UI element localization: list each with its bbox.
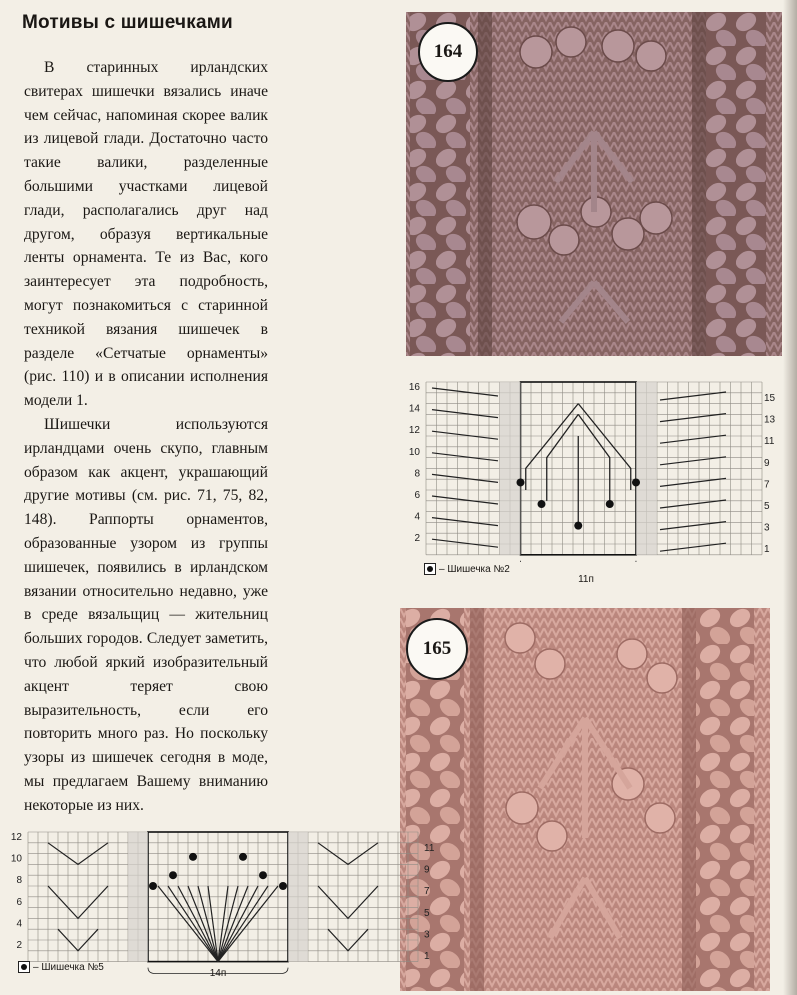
chart-165-left-axis-tick: 2 xyxy=(16,940,22,951)
chart-164-right-axis-tick: 11 xyxy=(764,436,775,448)
chart-164-left-axis-tick: 2 xyxy=(414,533,420,545)
chart-165-right-axis-tick: 1 xyxy=(424,951,430,962)
chart-164-cable-right xyxy=(660,392,726,551)
bobble-mark xyxy=(517,478,525,486)
chart-164-left-axis-tick: 4 xyxy=(414,511,420,523)
page-gutter-shadow xyxy=(783,0,797,995)
bobble-mark xyxy=(169,871,177,879)
chart-164-purl-column xyxy=(636,382,657,555)
bobble-mark xyxy=(259,871,267,879)
bobble-mark xyxy=(574,522,582,530)
chart-164-left-axis-tick: 16 xyxy=(408,382,420,393)
page-title: Мотивы с шишечками xyxy=(22,12,233,33)
chart-164-left-axis-tick: 6 xyxy=(414,490,420,501)
chart-164-repeat-brace xyxy=(521,561,637,562)
chart-164-grid xyxy=(426,382,762,555)
chart-164-left-axis-tick: 12 xyxy=(408,425,420,437)
chart-164 xyxy=(402,376,782,562)
chart-164-right-axis-tick: 7 xyxy=(764,479,770,491)
chart-165-left-axis-tick: 4 xyxy=(16,918,22,930)
legend-164 xyxy=(424,563,510,575)
repeat-label-165: 14п xyxy=(209,968,227,979)
chart-164-left-axis-tick: 10 xyxy=(408,446,420,458)
bobble-mark xyxy=(149,882,157,890)
bobble-mark xyxy=(538,500,546,508)
paragraph-1: В старинных ирландских свитерах шишечки вязались иначе чем сейчас, напоминая скорее валик из лицевой глади. Достаточно часто такие валики, разделенные большими участками лицевой глади, располагались друг над другом, образуя вертикальные ленты орнамента. Те из Вас, кого заинтересует эта подробность, могут познакомиться с старинной техникой вязания шишечек в разделе «Сетчатые орнаменты» (рис. 110) и в описании исполнения модели 1. xyxy=(24,59,268,410)
chart-165-right-axis-tick: 3 xyxy=(424,929,430,941)
bobble-mark xyxy=(606,500,614,508)
figure-number-165: 165 xyxy=(406,618,468,680)
chart-164-right-axis-tick: 9 xyxy=(764,457,770,469)
chart-165-purl-column xyxy=(128,832,148,962)
chart-164-right-axis-tick: 13 xyxy=(764,414,776,426)
chart-164-right-axis-tick: 15 xyxy=(764,393,776,404)
chart-164-right-axis-tick: 3 xyxy=(764,522,770,534)
legend-164-text: – Шишечка №2 xyxy=(439,563,510,575)
article-text xyxy=(24,56,268,818)
chart-165-left-axis-tick: 6 xyxy=(16,896,22,908)
chart-165 xyxy=(4,826,440,974)
chart-165-left-axis-tick: 8 xyxy=(16,875,22,887)
chart-164-cable-left xyxy=(432,388,498,547)
bobble-mark xyxy=(189,853,197,861)
figure-number-164: 164 xyxy=(418,22,478,82)
chart-164-right-axis-tick: 1 xyxy=(764,544,770,556)
bobble-mark xyxy=(239,853,247,861)
chart-164-right-axis-tick: 5 xyxy=(764,501,770,512)
chart-164-left-axis-tick: 8 xyxy=(414,468,420,480)
chart-165-right-axis-tick: 7 xyxy=(424,886,430,898)
chart-164-purl-column xyxy=(500,382,521,555)
bobble-symbol-icon xyxy=(424,563,436,575)
bobble-mark xyxy=(632,478,640,486)
bobble-symbol-icon xyxy=(18,961,30,973)
chart-165-left-axis-tick: 10 xyxy=(10,853,22,865)
bobble-mark xyxy=(279,882,287,890)
legend-165 xyxy=(18,961,104,973)
chart-165-purl-column xyxy=(288,832,308,962)
chart-165-right-axis-tick: 9 xyxy=(424,864,430,876)
chart-165-right-axis-tick: 11 xyxy=(424,843,435,854)
chart-164-left-axis-tick: 14 xyxy=(408,403,420,415)
legend-165-text: – Шишечка №5 xyxy=(33,961,104,973)
chart-165-right-axis-tick: 5 xyxy=(424,907,430,919)
repeat-label-164: 11п xyxy=(578,574,594,585)
paragraph-2: Шишечки используются ирландцами очень скупо, главным образом как акцент, украшающий другие мотивы (см. рис. 71, 75, 82, 148). Раппорты орнаментов, образованные узором из группы шишечек, появились в ирландском вязании относительно недавно, уже в среде вязальщиц — жительниц больших городов. Следует заметить, что любой яркий изобразительный акцент теряет свою выразительность, если его повторить много раз. Но поскольку узоры из шишечек сегодня в моде, мы предлагаем Вашему вниманию некоторые из них. xyxy=(24,415,268,814)
chart-165-left-axis-tick: 12 xyxy=(10,832,22,843)
